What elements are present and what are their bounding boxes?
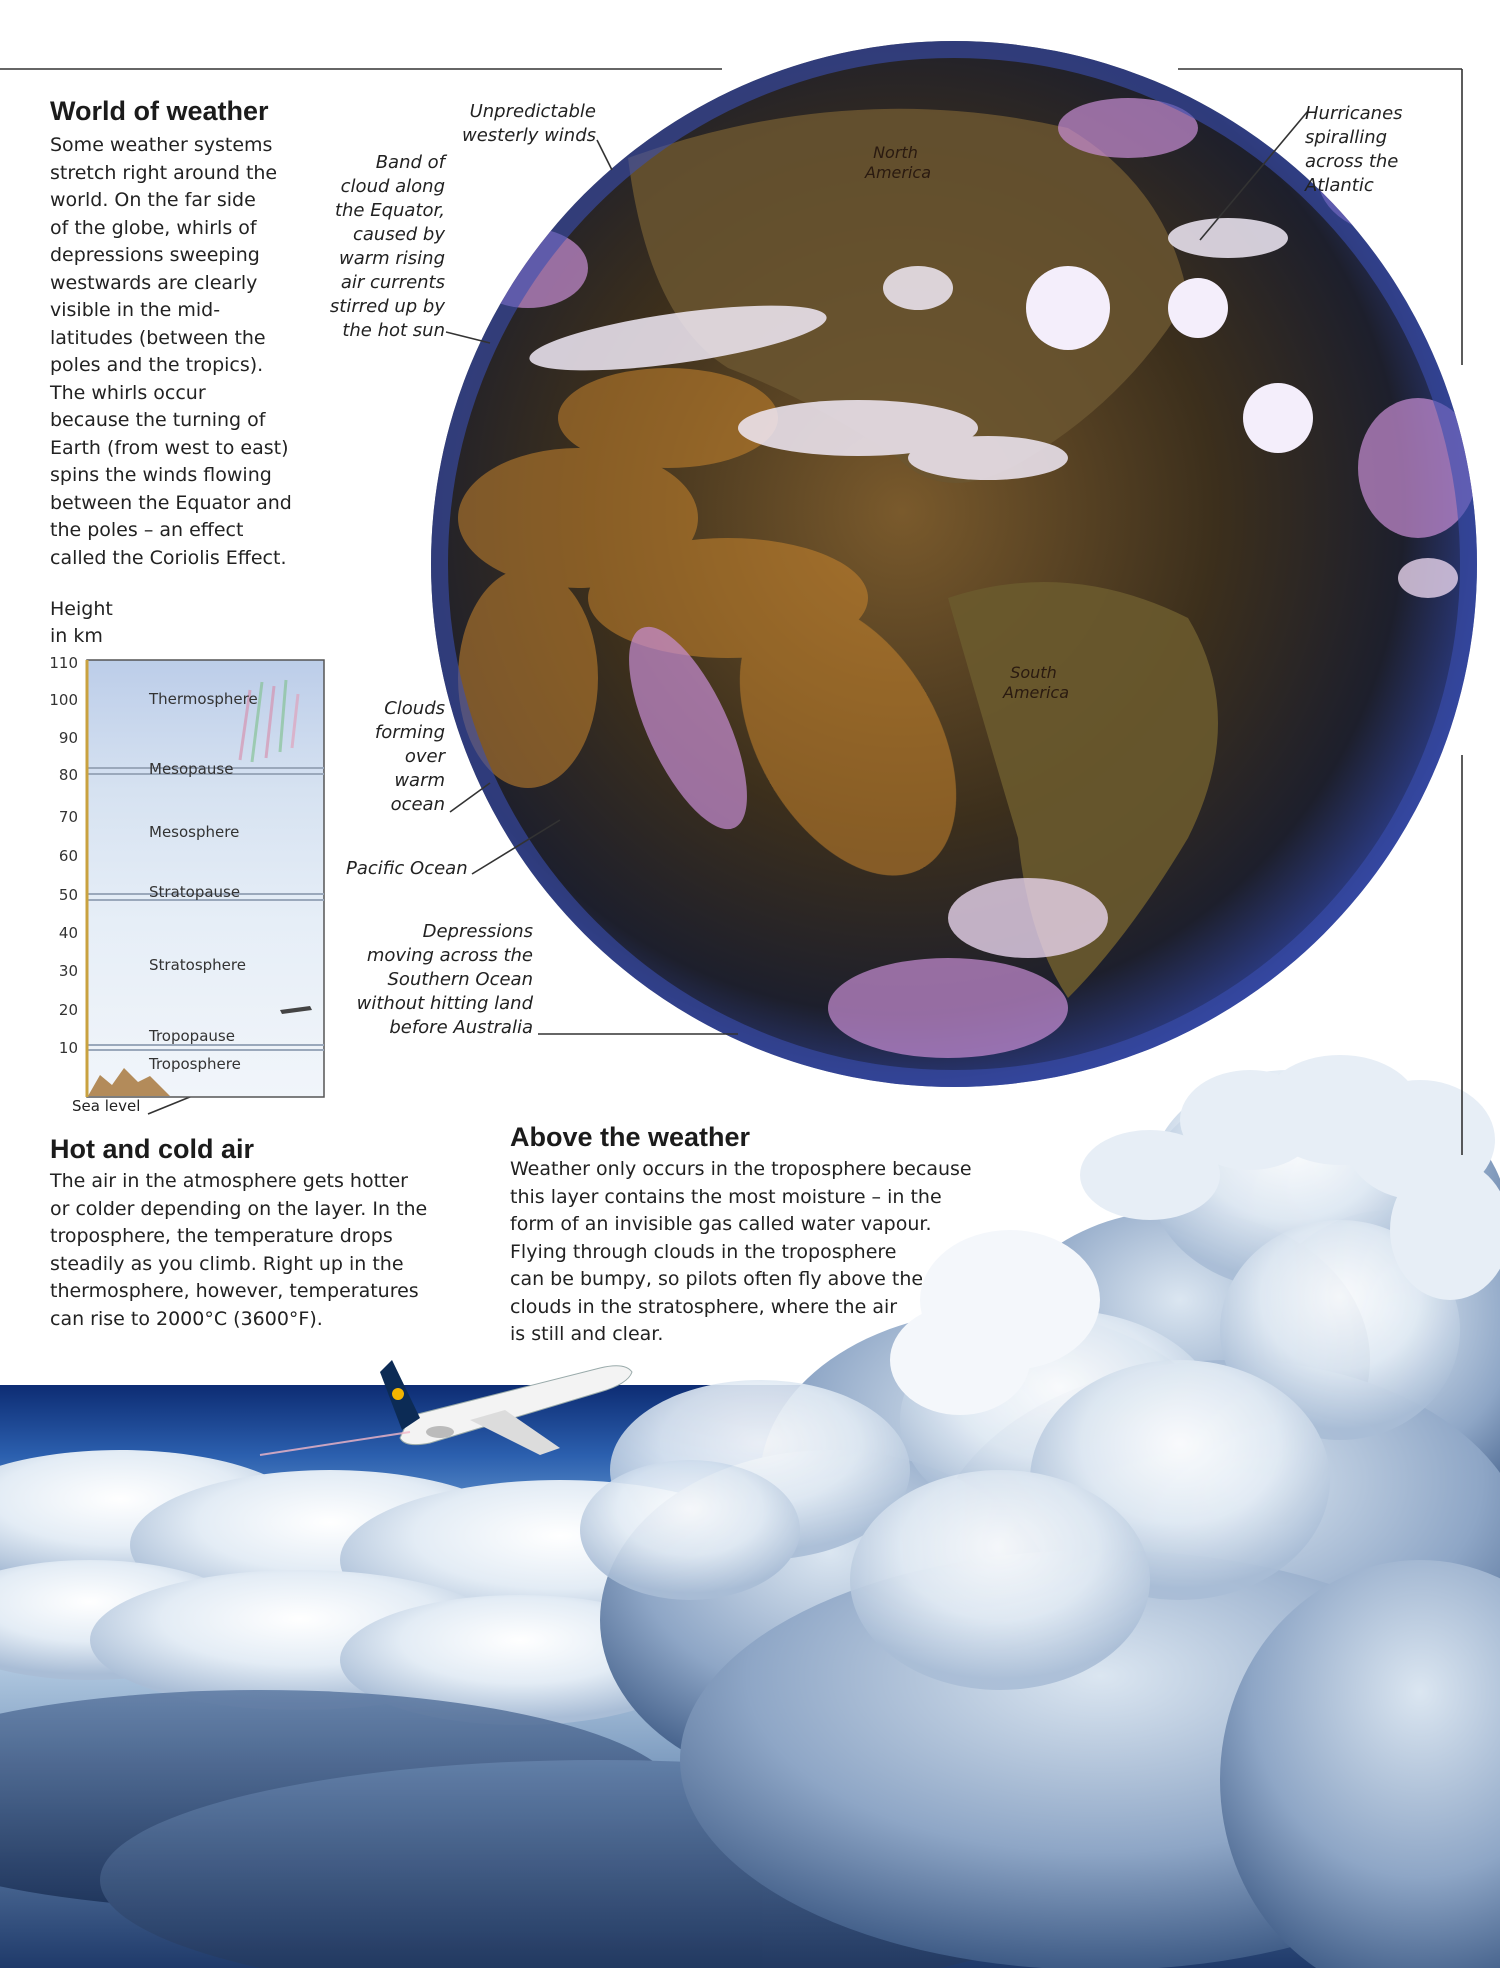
caption-southern-ocean-depressions: Depressions moving across the Southern Ocean without hitting land before Australia <box>356 921 533 1038</box>
world-of-weather-body: Some weather systems stretch right around the world. On the far side of the globe, whirls of depressions sweeping westwards are clearly visible in the mid- latitudes (between the poles and the tropics). The whirls occur because the turning of Earth (from west to east) spins the winds flowing between the Equator and the poles – an effect called the Coriolis Effect. <box>50 134 292 569</box>
height-axis-ticks <box>48 654 80 1094</box>
above-the-weather-title: Above the weather <box>510 1122 751 1152</box>
hot-and-cold-air-body: The air in the atmosphere gets hotter or colder depending on the layer. In the troposphere, the temperature drops steadily as you climb. Right up in the thermosphere, however, temperatures can rise to 2000°C (3600°F). <box>50 1170 428 1330</box>
caption-pacific-ocean: Pacific Ocean <box>346 858 468 879</box>
layer-tropopause: Tropopause <box>149 1027 235 1045</box>
layer-troposphere: Troposphere <box>149 1055 241 1073</box>
tick-label: 60 <box>58 847 78 865</box>
south-america-label <box>1002 663 1069 702</box>
layer-mesopause: Mesopause <box>149 760 234 778</box>
height-axis-label: Height in km <box>50 598 113 647</box>
tick-label: 10 <box>58 1039 78 1057</box>
tick-label: 30 <box>58 962 78 980</box>
tick-label: 110 <box>49 654 78 672</box>
caption-equator-cloud-band: Band of cloud along the Equator, caused by warm rising air currents stirred up by the hot sun <box>329 152 445 341</box>
tick-label: 20 <box>58 1001 78 1019</box>
tick-label: 70 <box>58 808 78 826</box>
caption-hurricanes: Hurricanes spiralling across the Atlantic <box>1305 103 1403 196</box>
tick-label: 90 <box>58 729 78 747</box>
caption-westerly-winds: Unpredictable westerly winds <box>461 101 596 146</box>
tick-label: 100 <box>49 691 78 709</box>
layer-thermosphere: Thermosphere <box>149 690 258 708</box>
tick-label: 80 <box>58 766 78 784</box>
hot-and-cold-air-title: Hot and cold air <box>50 1134 255 1164</box>
sea-level-label: Sea level <box>72 1097 141 1115</box>
layer-mesosphere: Mesosphere <box>149 823 240 841</box>
north-america-line1: North <box>873 143 918 162</box>
north-america-label <box>864 143 931 182</box>
tick-label: 40 <box>58 924 78 942</box>
south-america-line2: America <box>1003 683 1069 702</box>
tick-label: 50 <box>58 886 78 904</box>
above-the-weather-body: Weather only occurs in the troposphere because this layer contains the most moisture – in the form of an invisible gas called water vapour. Flying through clouds in the troposphere can be bumpy, so pilots often fly above the clouds in the stratosphere, where the air is still and clear. <box>510 1158 972 1345</box>
world-of-weather-title: World of weather <box>50 96 269 126</box>
north-america-line2: America <box>865 163 931 182</box>
caption-clouds-warm-ocean: Clouds forming over warm ocean <box>374 698 445 815</box>
layer-stratosphere: Stratosphere <box>149 956 246 974</box>
south-america-line1: South <box>1010 663 1057 682</box>
layer-stratopause: Stratopause <box>149 883 241 901</box>
